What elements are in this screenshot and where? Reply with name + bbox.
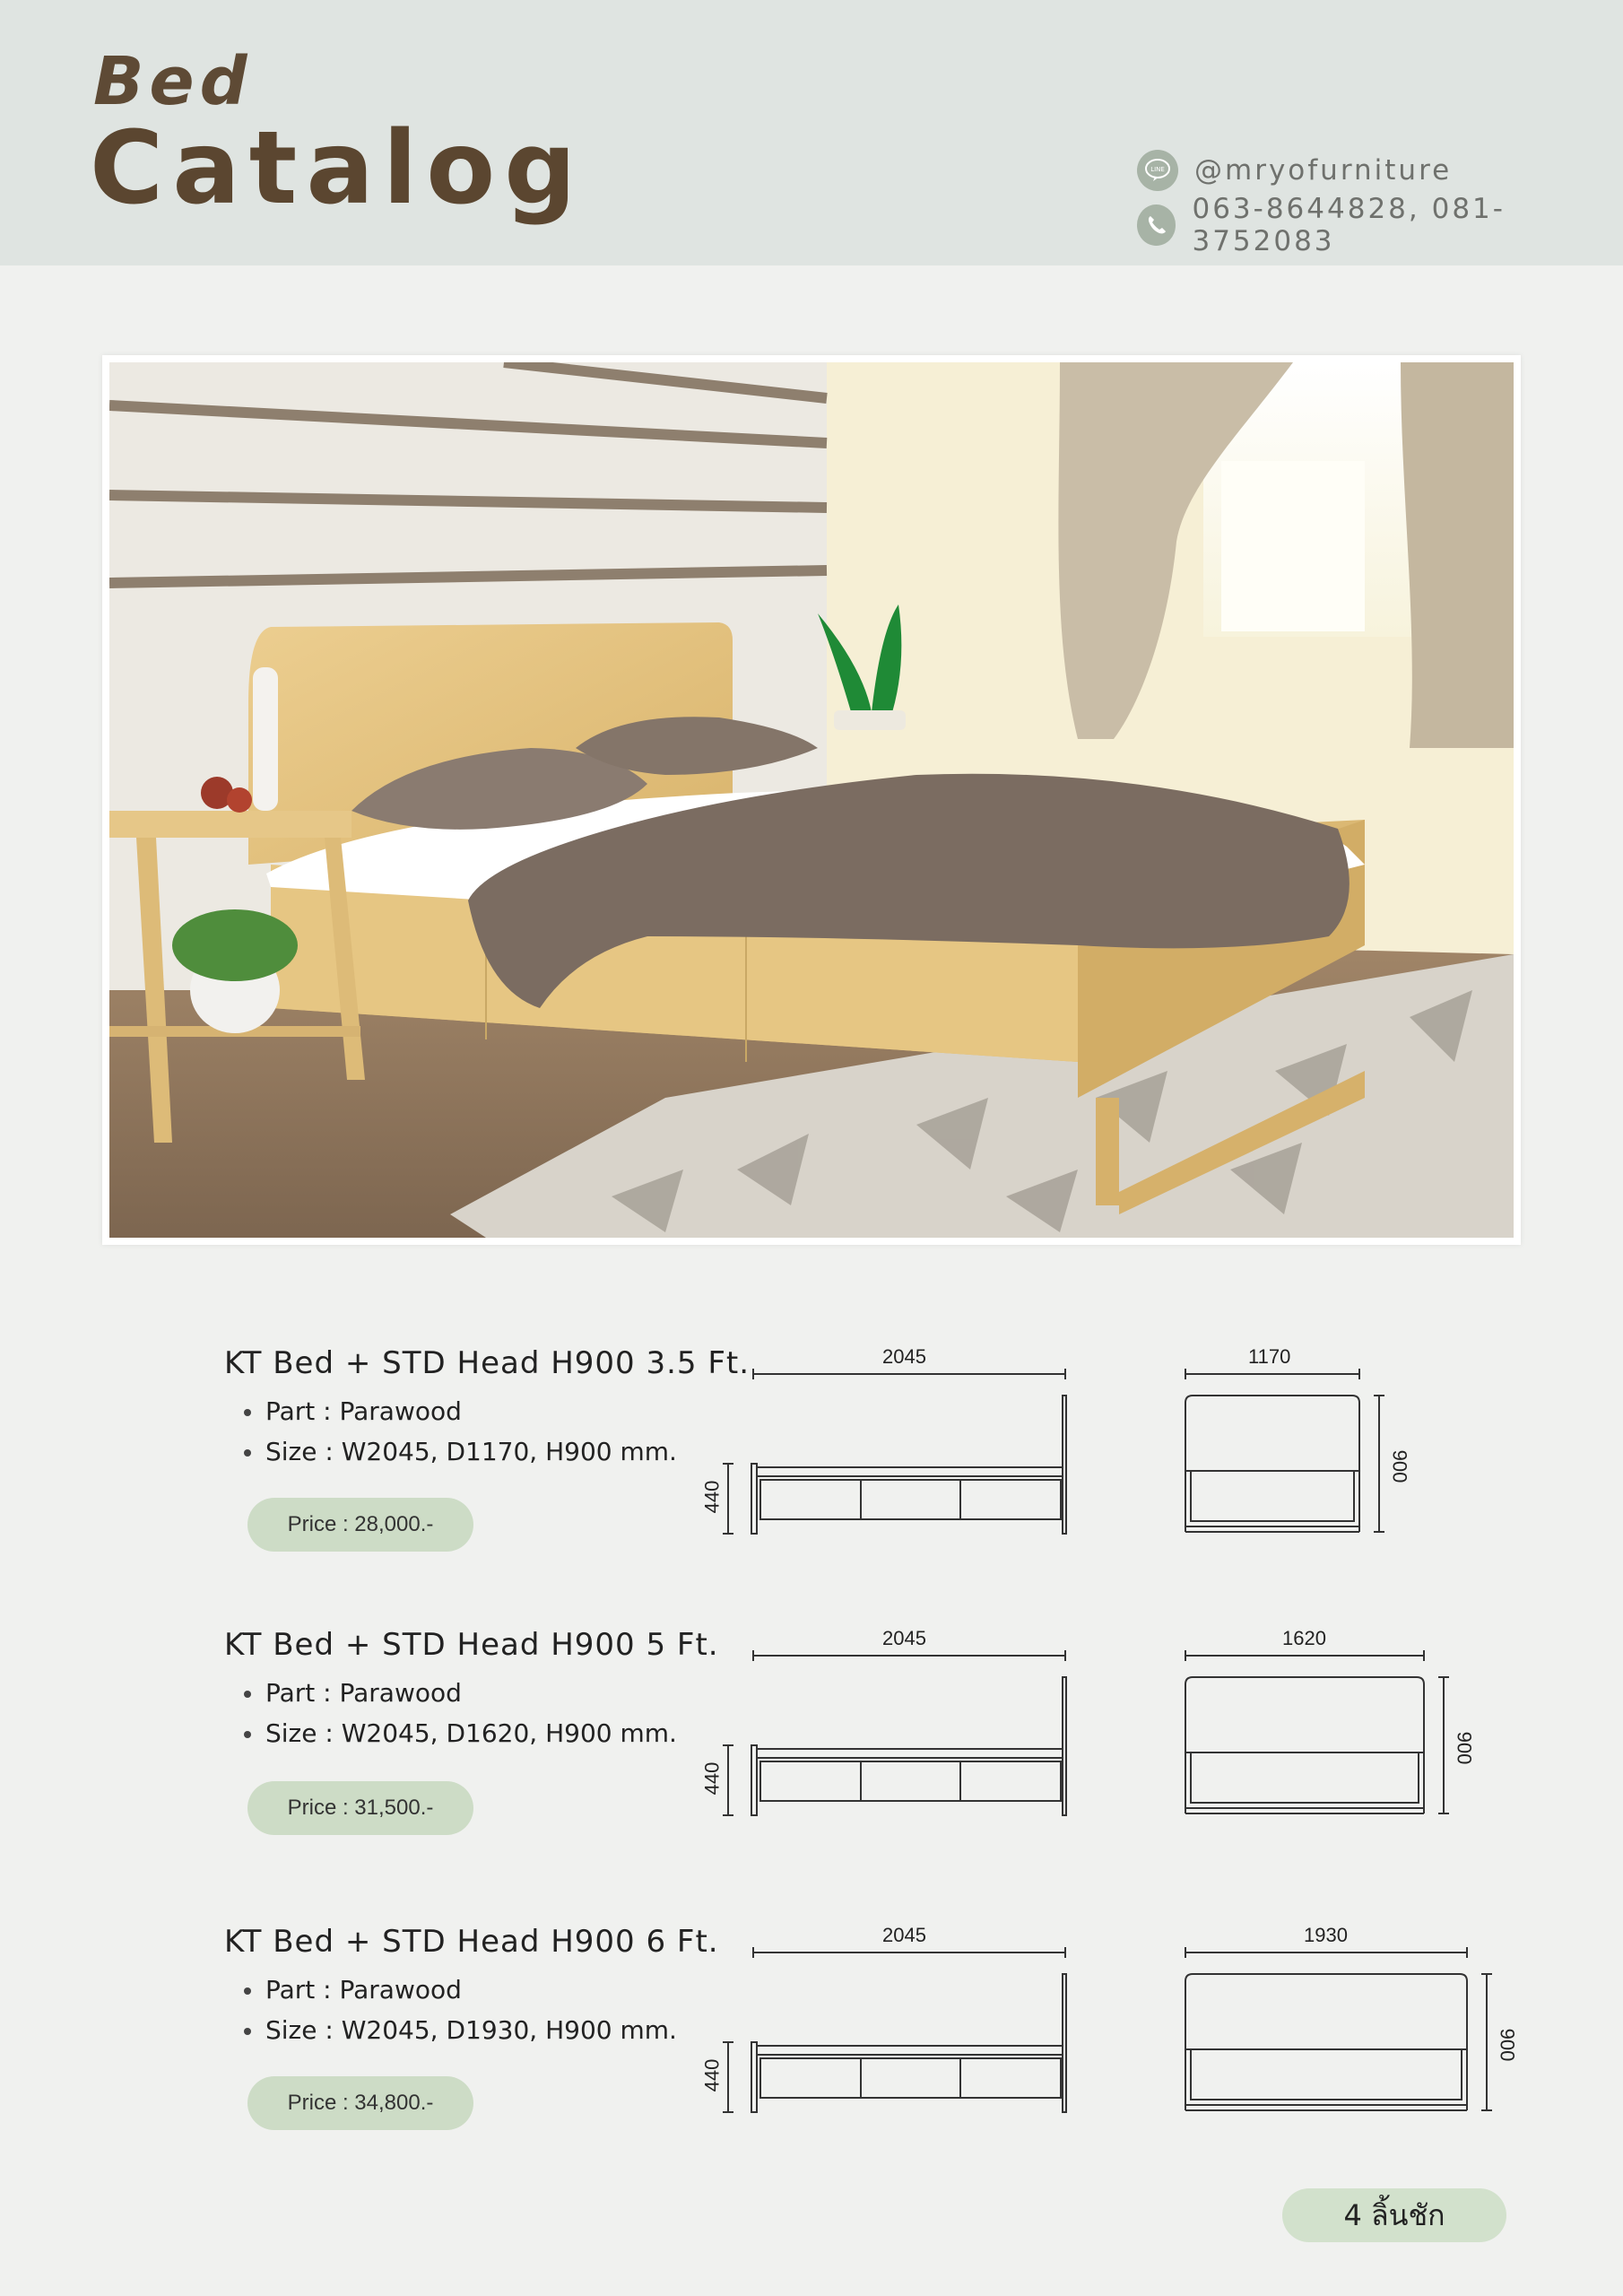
- length-dimension: 2045: [882, 1345, 926, 1368]
- product-name: KT Bed + STD Head H900 3.5 Ft.: [224, 1345, 751, 1381]
- phone-icon: [1137, 204, 1176, 246]
- bullet-icon: [244, 1731, 251, 1738]
- product-listing-5ft: [0, 1627, 1623, 1896]
- side-height-dimension: 440: [700, 1761, 724, 1796]
- svg-text:LINE: LINE: [1150, 166, 1165, 173]
- width-dimension: 1620: [1282, 1627, 1326, 1649]
- bullet-icon: [244, 1987, 251, 1995]
- bullet-icon: [244, 1409, 251, 1416]
- line-contact[interactable]: [1137, 147, 1452, 194]
- bedroom-render-image: [109, 362, 1514, 1238]
- bullet-icon: [244, 2028, 251, 2035]
- phone-contact[interactable]: [1137, 193, 1623, 257]
- product-part: Part : Parawood: [244, 1396, 462, 1426]
- bullet-icon: [244, 1449, 251, 1457]
- length-dimension: 2045: [882, 1924, 926, 1946]
- product-size: Size : W2045, D1170, H900 mm.: [244, 1437, 677, 1466]
- height-dimension: 900: [1496, 2028, 1519, 2062]
- catalog-subtitle: Bed: [93, 43, 253, 120]
- product-listing-6ft: [0, 1924, 1623, 2193]
- product-size: Size : W2045, D1620, H900 mm.: [244, 1718, 677, 1748]
- line-chat-icon: [1137, 150, 1178, 191]
- line-id: @mryofurniture: [1194, 154, 1453, 187]
- price-badge: Price : 31,500.-: [247, 1781, 473, 1835]
- length-dimension: 2045: [882, 1627, 926, 1649]
- product-name: KT Bed + STD Head H900 6 Ft.: [224, 1924, 719, 1960]
- side-height-dimension: 440: [700, 2058, 724, 2092]
- price-badge: Price : 28,000.-: [247, 1498, 473, 1552]
- width-dimension: 1170: [1248, 1345, 1291, 1368]
- catalog-title: Catalog: [90, 110, 586, 227]
- side-height-dimension: 440: [700, 1480, 724, 1514]
- price-badge: Price : 34,800.-: [247, 2076, 473, 2130]
- product-size: Size : W2045, D1930, H900 mm.: [244, 2015, 677, 2045]
- product-name: KT Bed + STD Head H900 5 Ft.: [224, 1627, 719, 1663]
- header-banner: [0, 0, 1623, 265]
- product-photo: [102, 355, 1521, 1245]
- height-dimension: 900: [1388, 1449, 1411, 1483]
- width-dimension: 1930: [1304, 1924, 1348, 1946]
- product-listing-3-5ft: [0, 1345, 1623, 1614]
- product-part: Part : Parawood: [244, 1678, 462, 1708]
- bullet-icon: [244, 1691, 251, 1698]
- phone-numbers: 063-8644828, 081-3752083: [1192, 193, 1506, 257]
- page-badge: 4 ลิ้นชัก: [1282, 2188, 1506, 2242]
- product-part: Part : Parawood: [244, 1975, 462, 2005]
- height-dimension: 900: [1453, 1731, 1476, 1765]
